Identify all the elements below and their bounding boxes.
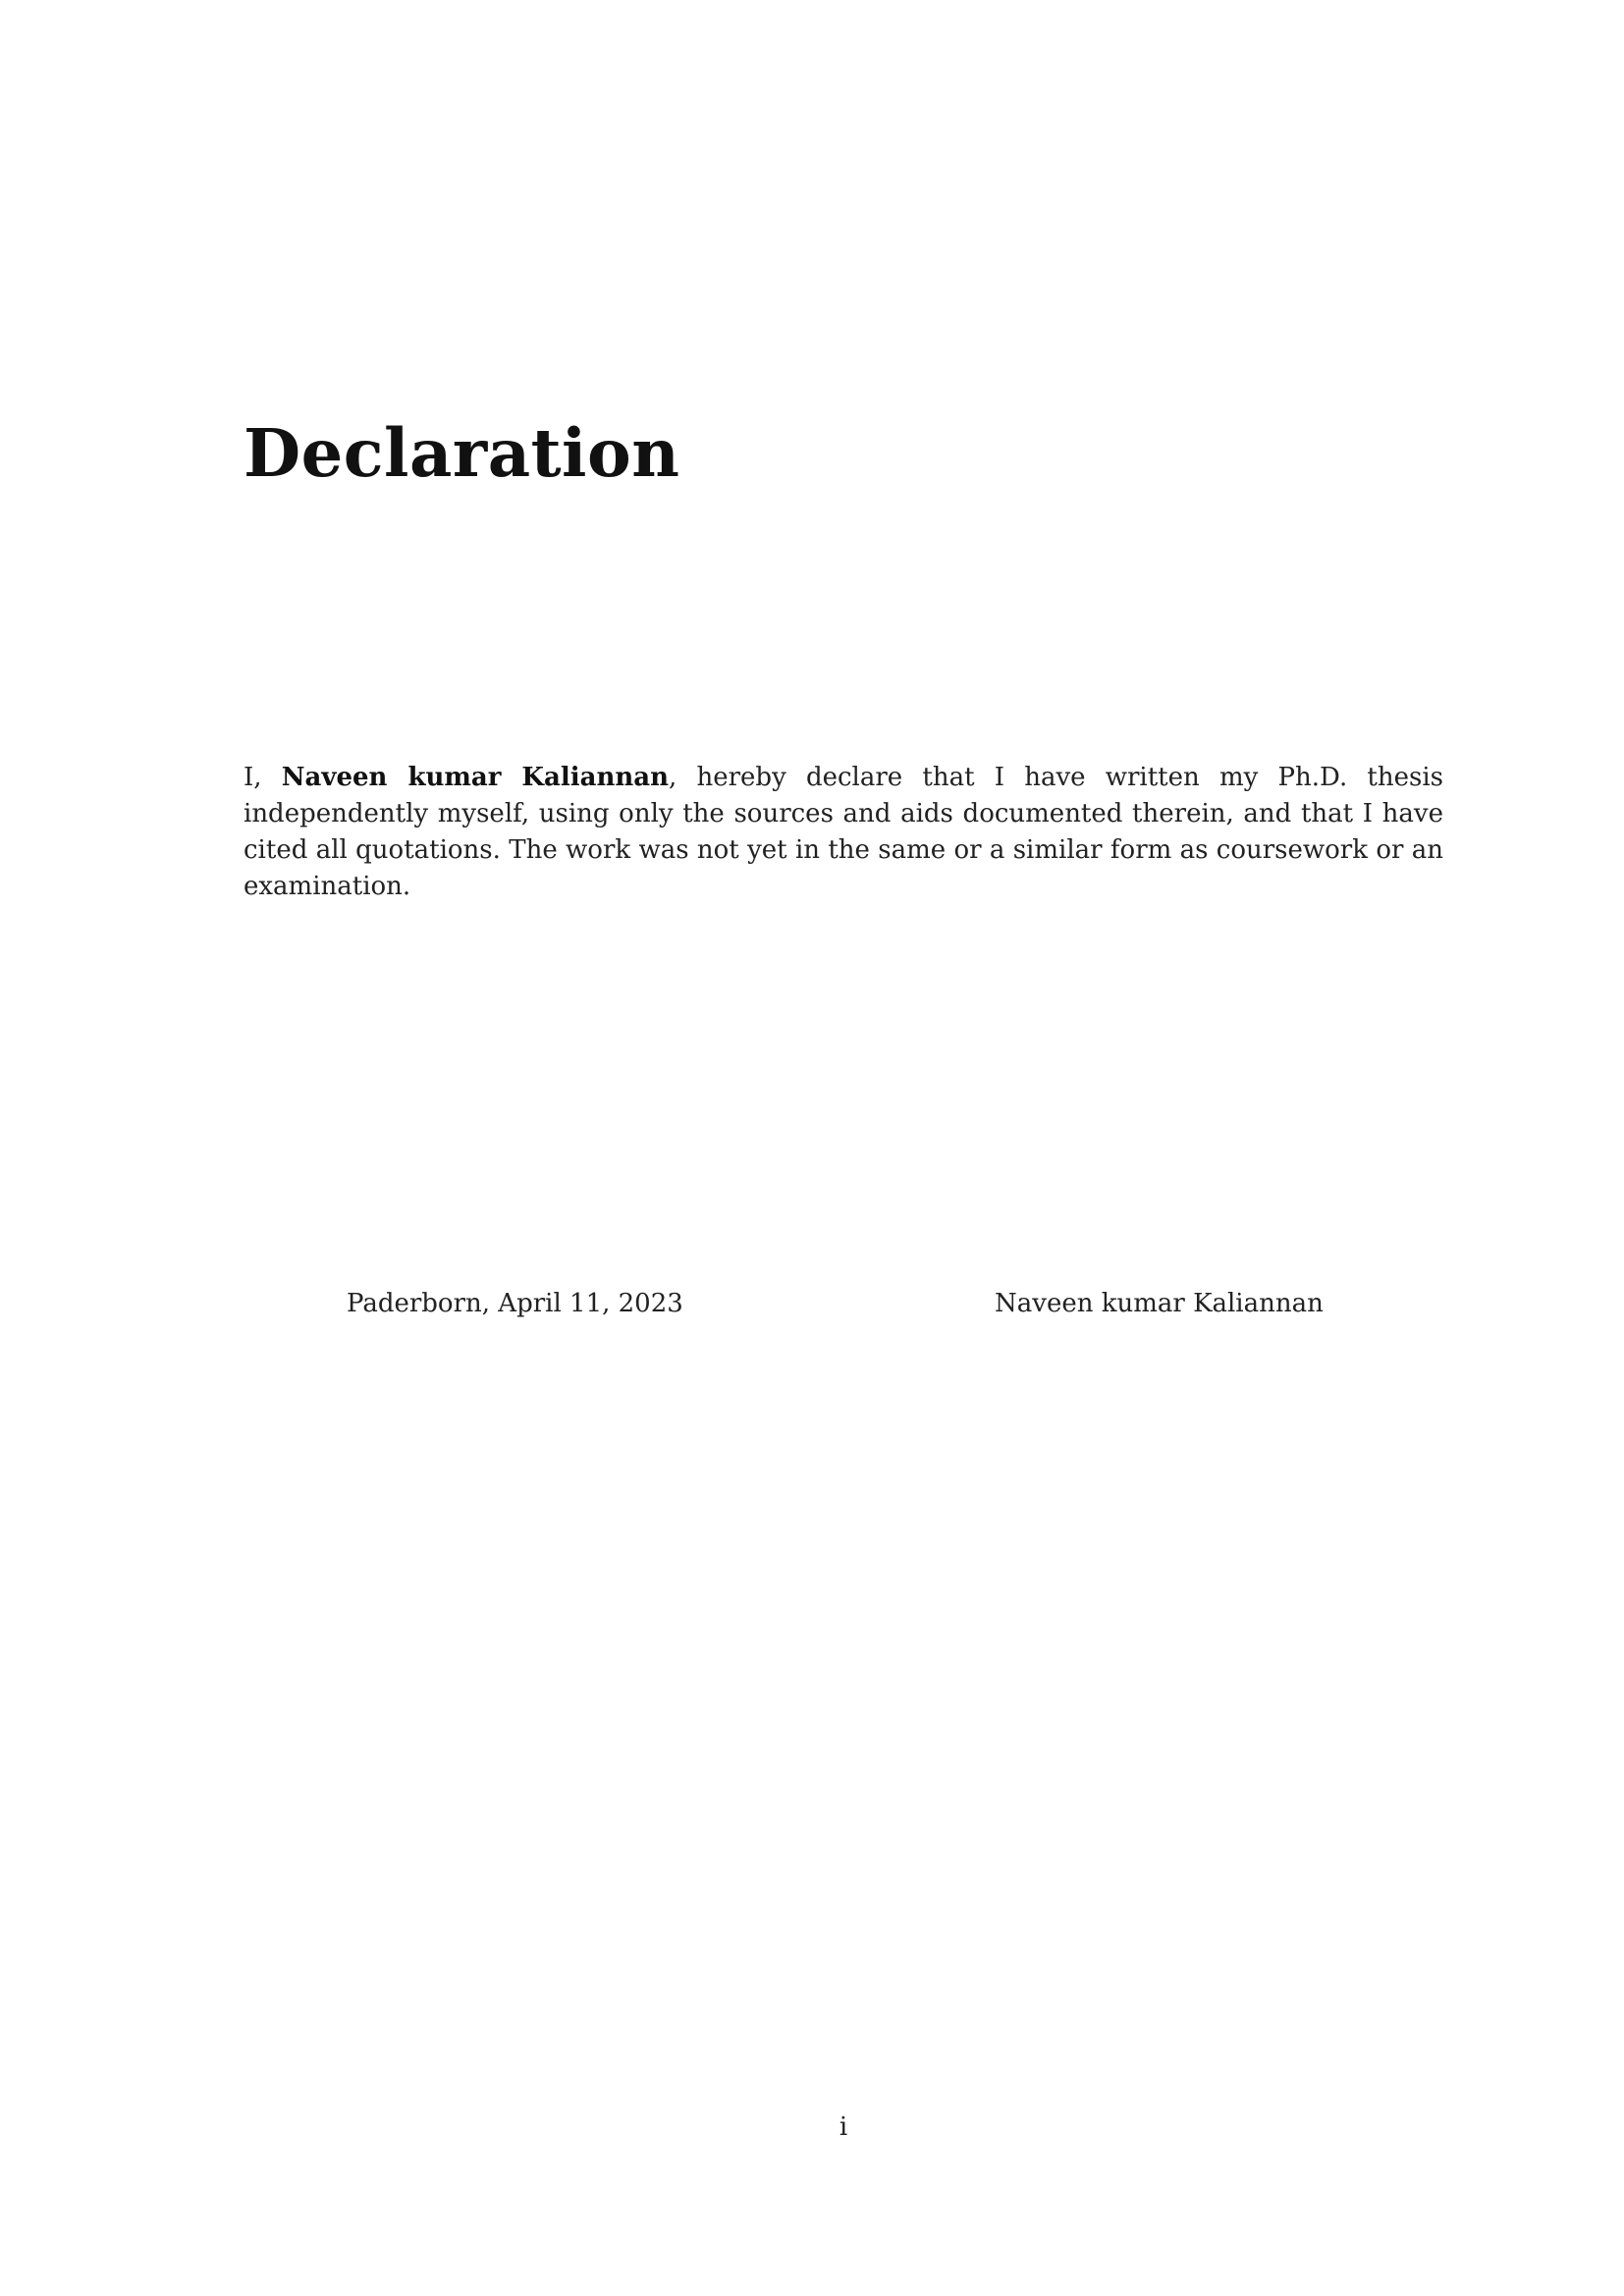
declaration-paragraph <box>244 760 1443 905</box>
chapter-title: Declaration <box>244 414 680 492</box>
signature-name: Naveen kumar Kaliannan <box>995 1289 1324 1318</box>
author-name-bold: Naveen kumar Kaliannan <box>281 763 670 792</box>
declaration-statement: , hereby declare that I have written my Ph.D. thesis independently myself, using only the sources and aids documented therein, and that I have cited all quotations. The work was not yet in the same or a similar form as coursework or an examination. <box>244 763 1443 901</box>
declaration-prefix: I, <box>244 763 282 792</box>
page-number: i <box>839 2112 848 2142</box>
signature-place-date: Paderborn, April 11, 2023 <box>347 1289 683 1318</box>
